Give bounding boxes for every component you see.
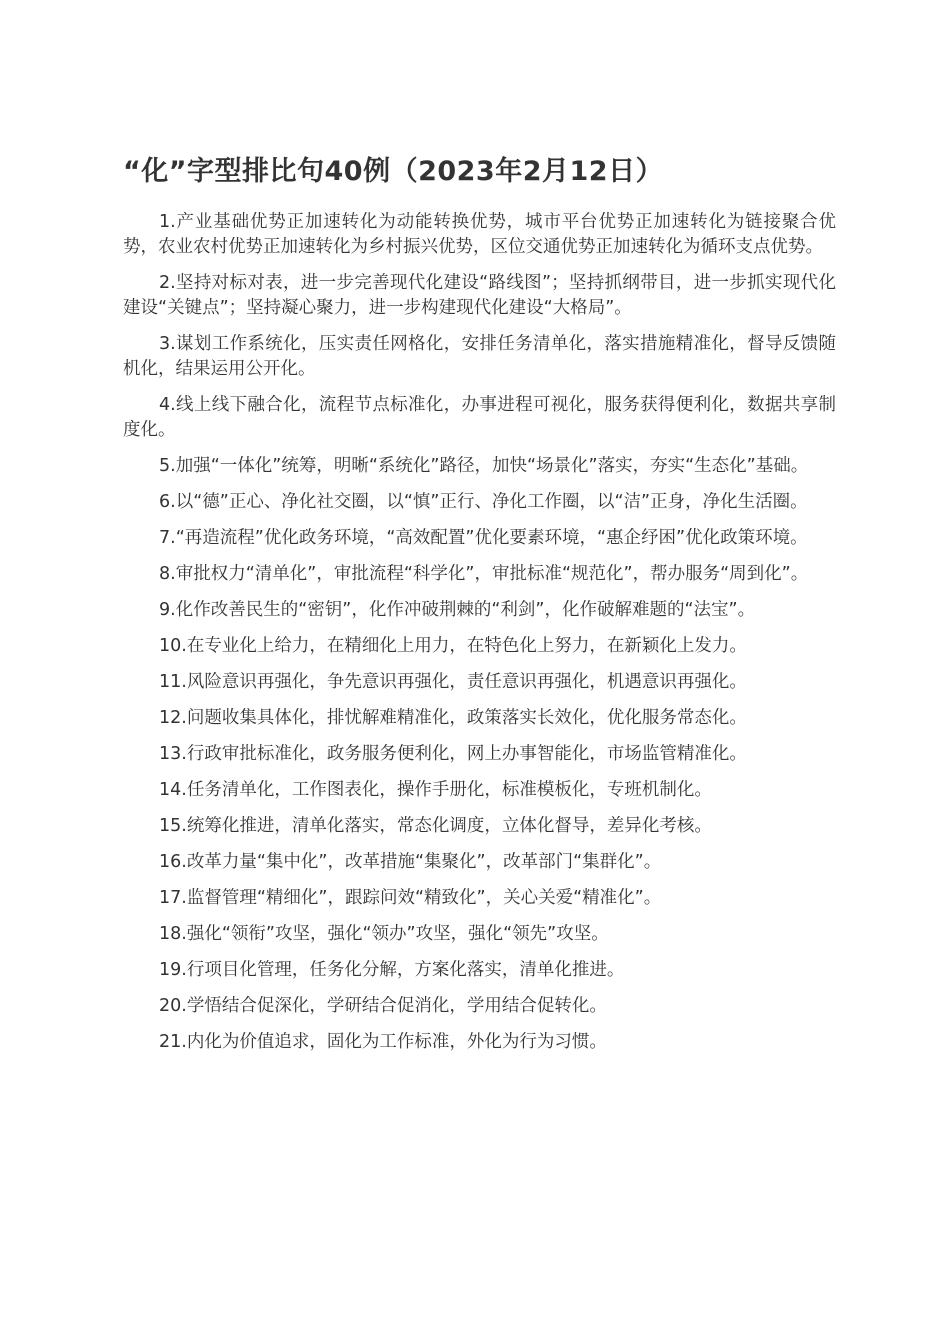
paragraph-8: 8.审批权力“清单化”，审批流程“科学化”，审批标准“规范化”，帮办服务“周到化”。 <box>159 564 809 584</box>
paragraph-17: 17.监督管理“精细化”，跟踪问效“精致化”，关心关爱“精准化”。 <box>159 888 662 908</box>
paragraph-6: 6.以“德”正心、净化社交圈，以“慎”正行、净化工作圈，以“洁”正身，净化生活圈。 <box>159 492 808 512</box>
paragraph-7: 7.“再造流程”优化政务环境，“高效配置”优化要素环境，“惠企纾困”优化政策环境。 <box>159 528 808 548</box>
paragraph-15: 15.统筹化推进，清单化落实，常态化调度，立体化督导，差异化考核。 <box>159 816 712 836</box>
paragraph-4: 4.线上线下融合化，流程节点标准化，办事进程可视化，服务获得便利化，数据共享制度化。 <box>123 395 836 440</box>
paragraph-20: 20.学悟结合促深化，学研结合促消化，学用结合促转化。 <box>159 996 607 1016</box>
paragraph-13: 13.行政审批标准化，政务服务便利化，网上办事智能化，市场监管精准化。 <box>159 744 747 764</box>
paragraph-12: 12.问题收集具体化，排忧解难精准化，政策落实长效化，优化服务常态化。 <box>159 708 747 728</box>
paragraph-2: 2.坚持对标对表，进一步完善现代化建设“路线图”；坚持抓纲带目，进一步抓实现代化建设“关键点”；坚持凝心聚力，进一步构建现代化建设“大格局”。 <box>123 273 836 318</box>
paragraph-5: 5.加强“一体化”统筹，明晰“系统化”路径，加快“场景化”落实，夯实“生态化”基础。 <box>159 456 809 476</box>
paragraph-10: 10.在专业化上给力，在精细化上用力，在特色化上努力，在新颖化上发力。 <box>159 636 747 656</box>
paragraph-11: 11.风险意识再强化，争先意识再强化，责任意识再强化，机遇意识再强化。 <box>159 672 747 692</box>
document-title: “化”字型排比句40例（2023年2月12日） <box>123 156 664 187</box>
document-page <box>123 150 836 1066</box>
paragraph-9: 9.化作改善民生的“密钥”，化作冲破荆棘的“利剑”，化作破解难题的“法宝”。 <box>159 600 756 620</box>
paragraph-21: 21.内化为价值追求，固化为工作标准，外化为行为习惯。 <box>159 1032 607 1052</box>
paragraph-14: 14.任务清单化，工作图表化，操作手册化，标准模板化，专班机制化。 <box>159 780 712 800</box>
paragraph-19: 19.行项目化管理，任务化分解，方案化落实，清单化推进。 <box>159 960 625 980</box>
paragraph-3: 3.谋划工作系统化，压实责任网格化，安排任务清单化，落实措施精准化，督导反馈随机化，结果运用公开化。 <box>123 334 836 379</box>
paragraph-18: 18.强化“领衔”攻坚，强化“领办”攻坚，强化“领先”攻坚。 <box>159 924 609 944</box>
paragraph-16: 16.改革力量“集中化”，改革措施“集聚化”，改革部门“集群化”。 <box>159 852 662 872</box>
paragraph-1: 1.产业基础优势正加速转化为动能转换优势，城市平台优势正加速转化为链接聚合优势，农业农村优势正加速转化为乡村振兴优势，区位交通优势正加速转化为循环支点优势。 <box>123 212 836 257</box>
